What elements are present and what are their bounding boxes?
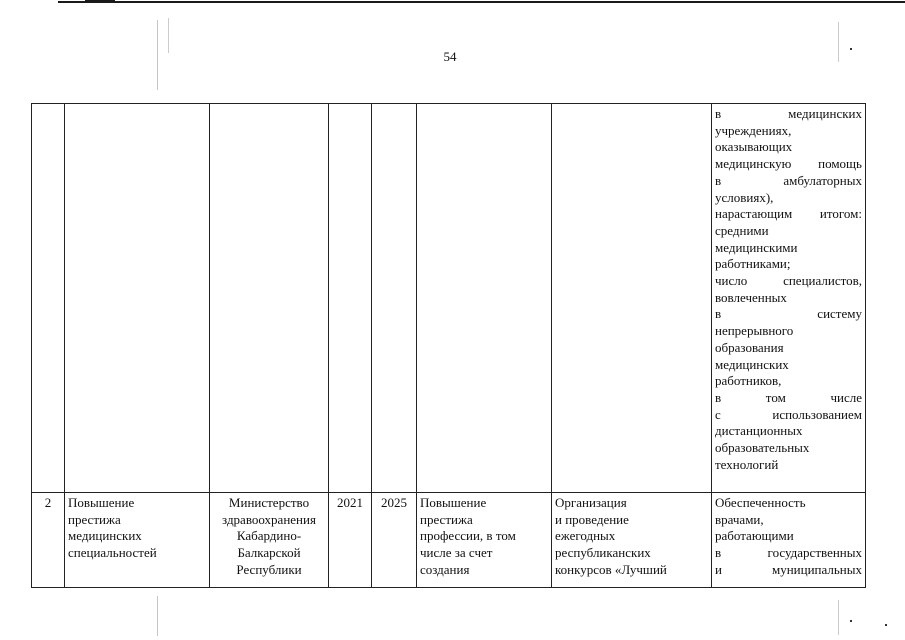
text-line: Республики — [236, 561, 302, 577]
text-line: с использованием — [715, 406, 862, 422]
scan-artifact — [850, 620, 852, 622]
text-line: дистанционных — [715, 423, 803, 439]
cell-year-start-empty — [329, 104, 372, 493]
measures-text — [555, 495, 708, 579]
text-line: Повышение — [68, 495, 135, 510]
cell-name-empty — [65, 104, 210, 493]
scan-artifact — [157, 596, 158, 636]
cell-year-end: 2025 — [372, 493, 417, 588]
text-line: создания — [420, 561, 470, 577]
text-line: технологий — [715, 456, 779, 472]
text-line: средними — [715, 222, 769, 238]
text-line: республиканских — [555, 545, 651, 561]
cell-measures-empty — [552, 104, 712, 493]
text-line: в государственных — [715, 545, 862, 561]
table-row-2 — [32, 493, 866, 588]
text-line: престижа — [68, 511, 121, 527]
cell-indicator — [712, 493, 866, 588]
cell-executor-empty — [210, 104, 329, 493]
text-line: врачами, — [715, 511, 764, 527]
text-line: число специалистов, — [715, 273, 862, 289]
text-line: образовательных — [715, 440, 810, 456]
text-line: специальностей — [68, 545, 157, 561]
scan-artifact — [157, 20, 158, 90]
text-line: медицинскими — [715, 239, 798, 255]
name-text — [68, 495, 206, 562]
text-line: условиях), — [715, 189, 774, 205]
text-line: в медицинских — [715, 106, 862, 121]
text-line: Повышение — [420, 495, 487, 510]
text-line: ежегодных — [555, 528, 616, 544]
cell-number-empty — [32, 104, 65, 493]
table-row-continued — [32, 104, 866, 493]
text-line: вовлеченных — [715, 289, 787, 305]
scan-artifact — [838, 22, 839, 62]
header-rule — [58, 1, 905, 3]
text-line: Обеспеченность — [715, 495, 806, 510]
cell-measures — [552, 493, 712, 588]
text-line: медицинских — [68, 528, 142, 544]
indicator-text-row2 — [715, 495, 862, 579]
cell-result — [417, 493, 552, 588]
text-line: Организация — [555, 495, 627, 510]
cell-executor — [210, 493, 329, 588]
text-line: и муниципальных — [715, 561, 862, 577]
indicator-text — [715, 106, 862, 473]
cell-name — [65, 493, 210, 588]
text-line: образования — [715, 339, 784, 355]
scan-artifact — [168, 18, 169, 53]
text-line: Кабардино- — [236, 528, 302, 544]
cell-indicator-continued — [712, 104, 866, 493]
program-table — [31, 103, 866, 588]
text-line: здравоохранения — [222, 511, 316, 527]
cell-result-empty — [417, 104, 552, 493]
executor-text — [213, 495, 325, 579]
text-line: Министерство — [228, 495, 310, 510]
cell-row-number: 2 — [32, 493, 65, 588]
text-line: в том числе — [715, 389, 862, 405]
result-text — [420, 495, 548, 579]
text-line: профессии, в том — [420, 528, 516, 544]
text-line: конкурсов «Лучший — [555, 561, 667, 577]
text-line: престижа — [420, 511, 473, 527]
text-line: учреждениях, — [715, 122, 792, 138]
scan-artifact — [850, 48, 852, 50]
text-line: Балкарской — [237, 545, 301, 561]
scan-artifact — [838, 600, 839, 635]
text-line: медицинских — [715, 356, 789, 372]
text-line: в систему — [715, 306, 862, 322]
text-line: и проведение — [555, 511, 629, 527]
text-line: в амбулаторных — [715, 172, 862, 188]
text-line: работающими — [715, 528, 794, 544]
text-line: непрерывного — [715, 323, 794, 339]
cell-year-end-empty — [372, 104, 417, 493]
cell-year-start: 2021 — [329, 493, 372, 588]
text-line: работников, — [715, 373, 782, 389]
text-line: оказывающих — [715, 139, 793, 155]
text-line: медицинскую помощь — [715, 156, 862, 172]
page-number: 54 — [443, 49, 457, 64]
text-line: работниками; — [715, 256, 791, 272]
text-line: числе за счет — [420, 545, 493, 561]
scan-artifact — [885, 624, 887, 626]
text-line: нарастающим итогом: — [715, 206, 862, 222]
